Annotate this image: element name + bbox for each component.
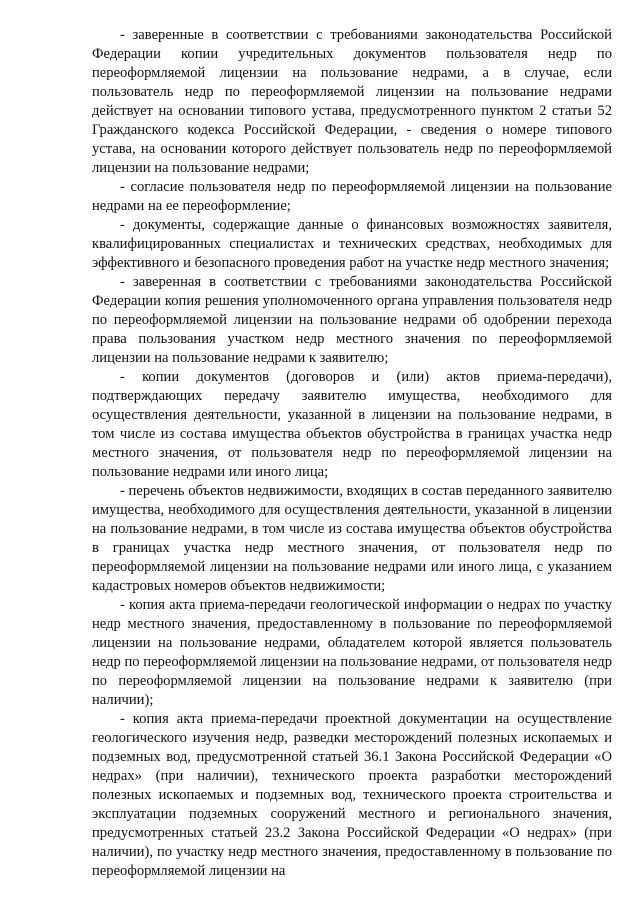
paragraph-real-estate-list: - перечень объектов недвижимости, входящих в состав переданного заявителю имущества, необходимого для осуществления деятельности, указанной в лицензии на пользование недрами, в том числе из состава имущества объектов обустройства в границах участка недр местного значения, от пользователя недр по переоформляемой лицензии на пользование недрами или иного лица, с указанием кадастровых номеров объектов недвижимости; [92, 483, 612, 594]
paragraph-property-transfer-documents: - копии документов (договоров и (или) актов приема-передачи), подтверждающих передачу заявителю имущества, необходимого для осуществления деятельности, указанной в лицензии на пользование недрами, в том числе из состава имущества объектов обустройства в границах участка недр местного значения, от пользователя недр по переоформляемой лицензии на пользование недрами или иного лица; [92, 369, 612, 480]
paragraph-consent: - согласие пользователя недр по переоформляемой лицензии на пользование недрами на ее переоформление; [92, 179, 612, 214]
paragraph-geological-info-act: - копия акта приема-передачи геологической информации о недрах по участку недр местного значения, предоставленному в пользование по переоформляемой лицензии на пользование недрами, обладателем которой является пользователь недр по переоформляемой лицензии на пользование недрами, от пользователя недр по переоформляемой лицензии на пользование недрами к заявителю (при наличии); [92, 597, 612, 708]
paragraph-founding-documents: - заверенные в соответствии с требованиями законодательства Российской Федерации копии учредительных документов пользователя недр по переоформляемой лицензии на пользование недрами, а в случае, если пользователь недр по переоформляемой лицензии на пользование недрами действует на основании типового устава, предусмотренного пунктом 2 статьи 52 Гражданского кодекса Российской Федерации, - сведения о номере типового устава, на основании которого действует пользователь недр по переоформляемой лицензии на пользование недрами; [92, 27, 612, 176]
document-body [92, 26, 612, 881]
paragraph-approval-decision: - заверенная в соответствии с требованиями законодательства Российской Федерации копия решения уполномоченного органа управления пользователя недр по переоформляемой лицензии на пользование недрами об одобрении перехода права пользования участком недр местного значения по переоформляемой лицензии на пользование недрами к заявителю; [92, 274, 612, 366]
paragraph-project-documentation-act: - копия акта приема-передачи проектной документации на осуществление геологического изучения недр, разведки месторождений полезных ископаемых и подземных вод, предусмотренной статьей 36.1 Закона Российской Федерации «О недрах» (при наличии), технического проекта разработки месторождений полезных ископаемых и подземных вод, технического проекта строительства и эксплуатации подземных сооружений местного и регионального значения, предусмотренных статьей 23.2 Закона Российской Федерации «О недрах» (при наличии), по участку недр местного значения, предоставленному в пользование по переоформляемой лицензии на [92, 711, 612, 879]
paragraph-financial-capabilities: - документы, содержащие данные о финансовых возможностях заявителя, квалифицированных специалистах и технических средствах, необходимых для эффективного и безопасного проведения работ на участке недр местного значения; [92, 217, 612, 271]
